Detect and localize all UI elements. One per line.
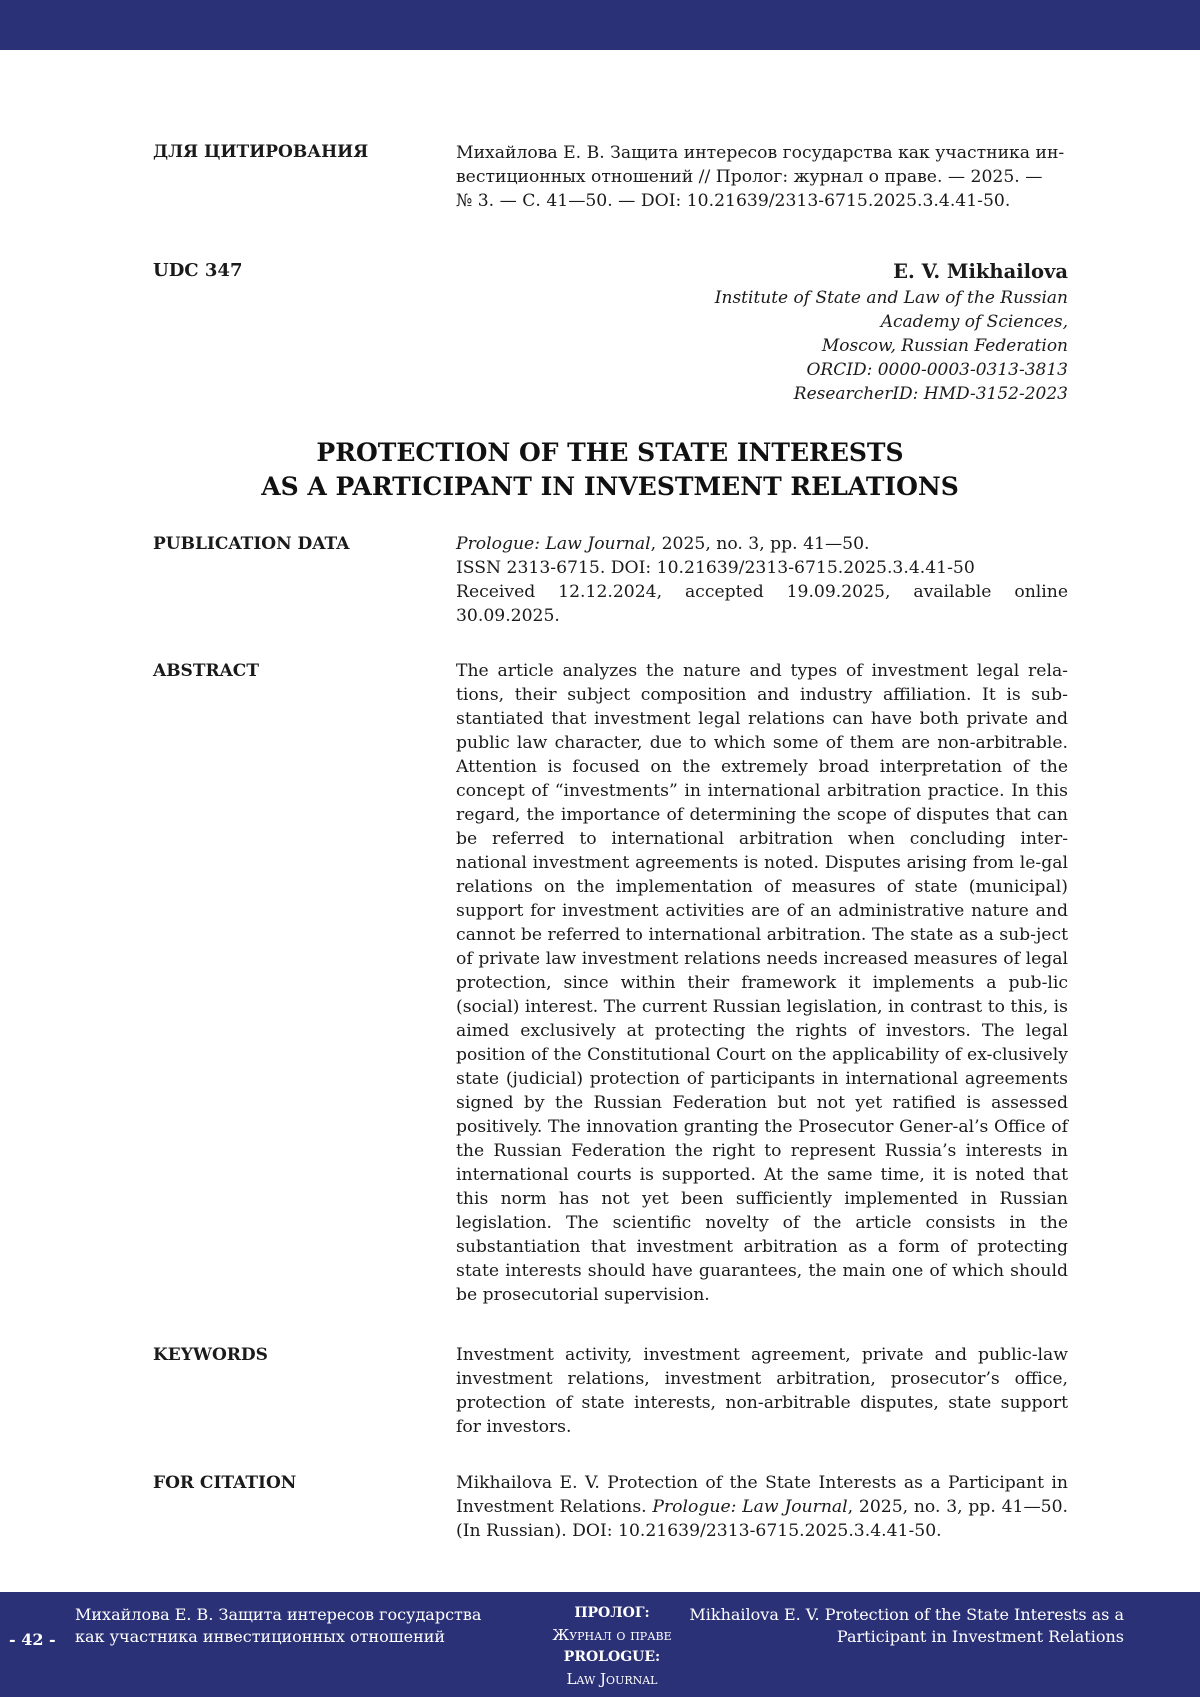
for-citation-text (456, 1471, 1068, 1543)
footer-running-title-en (689, 1604, 1124, 1648)
citation-ru-text (456, 141, 1068, 213)
footer-journal-en-sub: Law Journal (566, 1670, 658, 1688)
citation-ru-line: вестиционных отношений // Пролог: журнал о праве. — 2025. — (456, 167, 1043, 187)
for-citation-part: , 2025, no. 3, pp. 41—50. (In Russian). DOI: 10.21639/2313-6715.2025.3.4.41-50. (456, 1497, 1068, 1541)
footer-en-line: Participant in Investment Relations (836, 1627, 1124, 1646)
journal-issue: , 2025, no. 3, pp. 41—50. (650, 534, 870, 554)
page-number: - 42 - (9, 1630, 56, 1649)
footer-journal-ru-sub: Журнал о праве (552, 1626, 672, 1644)
footer-ru-line: как участника инвестиционных отношений (75, 1627, 446, 1646)
article-title-line: AS A PARTICIPANT IN INVESTMENT RELATIONS (261, 472, 959, 501)
abstract-label: ABSTRACT (153, 661, 259, 681)
for-citation-label: FOR CITATION (153, 1473, 297, 1493)
author-block (715, 258, 1068, 406)
citation-ru-line: № 3. — С. 41—50. — DOI: 10.21639/2313-6715.2025.3.4.41-50. (456, 191, 1011, 211)
keywords-text: Investment activity, investment agreement, private and public-law investment relations, investment arbitration, prosecutor’s office, protection of state interests, non-arbitrable disputes, state support for investors. (456, 1345, 1068, 1437)
footer-en-line: Mikhailova E. V. Protection of the State Interests as a (689, 1605, 1124, 1624)
article-title (150, 436, 1070, 504)
for-citation-part: Mikhailova E. V. Protection of the State Interests as a Participant in Investment Relations. (456, 1473, 1068, 1517)
author-name: E. V. Mikhailova (893, 260, 1068, 283)
udc-label: UDC 347 (153, 260, 243, 281)
footer-journal-logo (512, 1602, 712, 1690)
keywords-label: KEYWORDS (153, 1345, 268, 1365)
author-affiliation: Institute of State and Law of the Russian (714, 288, 1068, 308)
journal-name: Prologue: Law Journal (456, 534, 651, 554)
footer-ru-line: Михайлова Е. В. Защита интересов государства (75, 1605, 482, 1624)
author-affiliation: Academy of Sciences, (880, 312, 1068, 332)
citation-ru-label: ДЛЯ ЦИТИРОВАНИЯ (153, 142, 369, 162)
footer-journal-ru: ПРОЛОГ: (574, 1605, 650, 1621)
footer-running-title-ru (75, 1604, 481, 1648)
for-citation-journal: Prologue: Law Journal (652, 1497, 848, 1517)
publication-issn: ISSN 2313-6715. DOI: 10.21639/2313-6715.2025.3.4.41-50 (456, 558, 975, 578)
publication-dates: Received 12.12.2024, accepted 19.09.2025, available online 30.09.2025. (456, 582, 1068, 626)
header-band (0, 0, 1200, 50)
author-researcher-id: ResearcherID: HMD-3152-2023 (793, 384, 1068, 404)
footer-journal-en: PROLOGUE: (563, 1649, 661, 1665)
abstract-text: The article analyzes the nature and types of investment legal rela-tions, their subject composition and industry affiliation. It is sub-stantiated that investment legal relations can have both private and public law character, due to which some of them are non-arbitrable. Attention is focused on the extremely broad interpretation of the concept of “investments” in international arbitration practice. In this regard, the importance of determining the scope of disputes that can be referred to international arbitration when concluding inter-national investment agreements is noted. Disputes arising from le-gal relations on the implementation of measures of state (municipal) support for investment activities are of an administrative nature and cannot be referred to international arbitration. The state as a sub-ject of private law investment relations needs increased measures of legal protection, since within their framework it implements a pub-lic (social) interest. The current Russian legislation, in contrast to this, is aimed exclusively at protecting the rights of investors. The legal position of the Constitutional Court on the applicability of ex-clusively state (judicial) protection of participants in international agreements signed by the Russian Federation but not yet ratified is assessed positively. The innovation granting the Prosecutor Gener-al’s Office of the Russian Federation the right to represent Russia’s interests in international courts is supported. At the same time, it is noted that this norm has not yet been sufficiently implemented in Russian legislation. The scientific novelty of the article consists in the substantiation that investment arbitration as a form of protecting state interests should have guarantees, the main one of which should be prosecutorial supervision. (456, 661, 1068, 1305)
publication-label: PUBLICATION DATA (153, 534, 350, 554)
author-orcid: ORCID: 0000-0003-0313-3813 (806, 360, 1068, 380)
publication-data (456, 532, 1068, 628)
article-title-line: PROTECTION OF THE STATE INTERESTS (316, 438, 904, 467)
author-affiliation: Moscow, Russian Federation (821, 336, 1068, 356)
publication-journal-line (456, 532, 1068, 556)
footer-band (0, 1592, 1200, 1697)
citation-ru-line: Михайлова Е. В. Защита интересов государства как участника ин- (456, 143, 1065, 163)
